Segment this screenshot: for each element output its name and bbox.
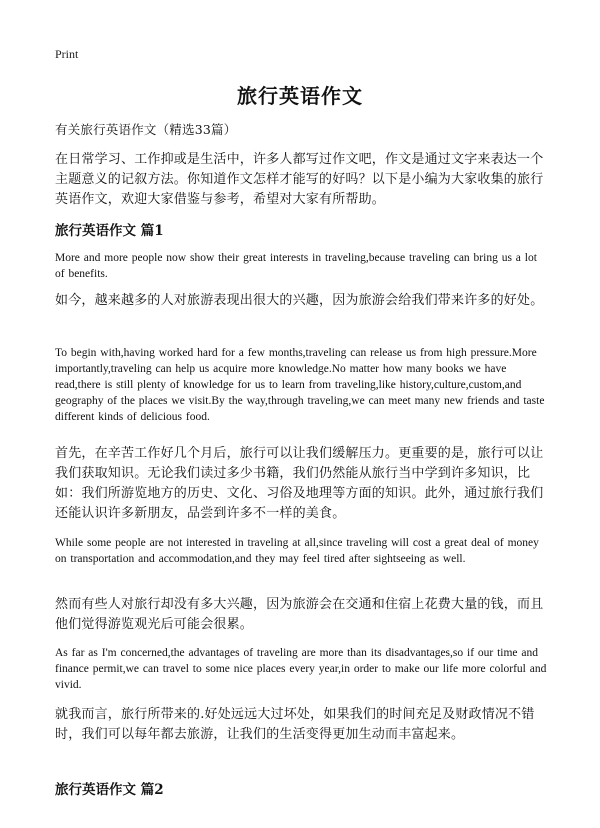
- paragraph-cn-3: 然而有些人对旅行却没有多大兴趣，因为旅游会在交通和住宿上花费大量的钱，而且他们觉得游览观光后可能会很累。: [55, 597, 544, 632]
- page-title: 旅行英语作文: [237, 84, 363, 108]
- paragraph-en-2: To begin with,having worked hard for a few months,traveling can release us from high pressure.More importantly,traveling can help us acquire more knowledge.No matter how many books we have read,there is still plenty of knowledge for us to learn from traveling,like history,culture,custom,and geography of the places we visit.By the way,through traveling,we can meet many new friends and taste different kinds of delicious food.: [55, 347, 545, 423]
- print-label[interactable]: Print: [55, 47, 79, 61]
- paragraph-cn-1: 如今，越来越多的人对旅游表现出很大的兴趣，因为旅游会给我们带来许多的好处。: [55, 293, 544, 308]
- paragraph-cn-2: 首先，在辛苦工作好几个月后，旅行可以让我们缓解压力。更重要的是，旅行可以让我们获取知识。无论我们读过多少书籍，我们仍然能从旅行当中学到许多知识，比如：我们所游览地方的历史、文化、习俗及地理等方面的知识。此外，通过旅行我们还能认识许多新朋友，品尝到许多不一样的美食。: [55, 446, 544, 521]
- paragraph-en-1: More and more people now show their great interests in traveling,because traveling can bring us a lot of benefits.: [55, 252, 537, 280]
- paragraph-cn-4: 就我而言，旅行所带来的.好处远远大过坏处，如果我们的时间充足及财政情况不错时，我们可以每年都去旅游，让我们的生活变得更加生动而丰富起来。: [55, 707, 535, 742]
- section-heading-2: 旅行英语作文 篇2: [55, 782, 164, 798]
- section-heading-1: 旅行英语作文 篇1: [55, 223, 164, 239]
- intro-paragraph: 在日常学习、工作抑或是生活中，许多人都写过作文吧，作文是通过文字来表达一个主题意义的记叙方法。你知道作文怎样才能写的好吗？以下是小编为大家收集的旅行英语作文，欢迎大家借鉴与参考，希望对大家有所帮助。: [55, 152, 544, 207]
- paragraph-en-3: While some people are not interested in traveling at all,since traveling will cost a great deal of money on transportation and accommodation,and they may feel tired after sightseeing as well.: [55, 537, 539, 565]
- subtitle: 有关旅行英语作文（精选33篇）: [55, 122, 237, 137]
- paragraph-en-4: As far as I'm concerned,the advantages of traveling are more than its disadvantages,so if our time and finance permit,we can travel to some nice places every year,in order to make our life more colorful and vivid.: [55, 647, 547, 691]
